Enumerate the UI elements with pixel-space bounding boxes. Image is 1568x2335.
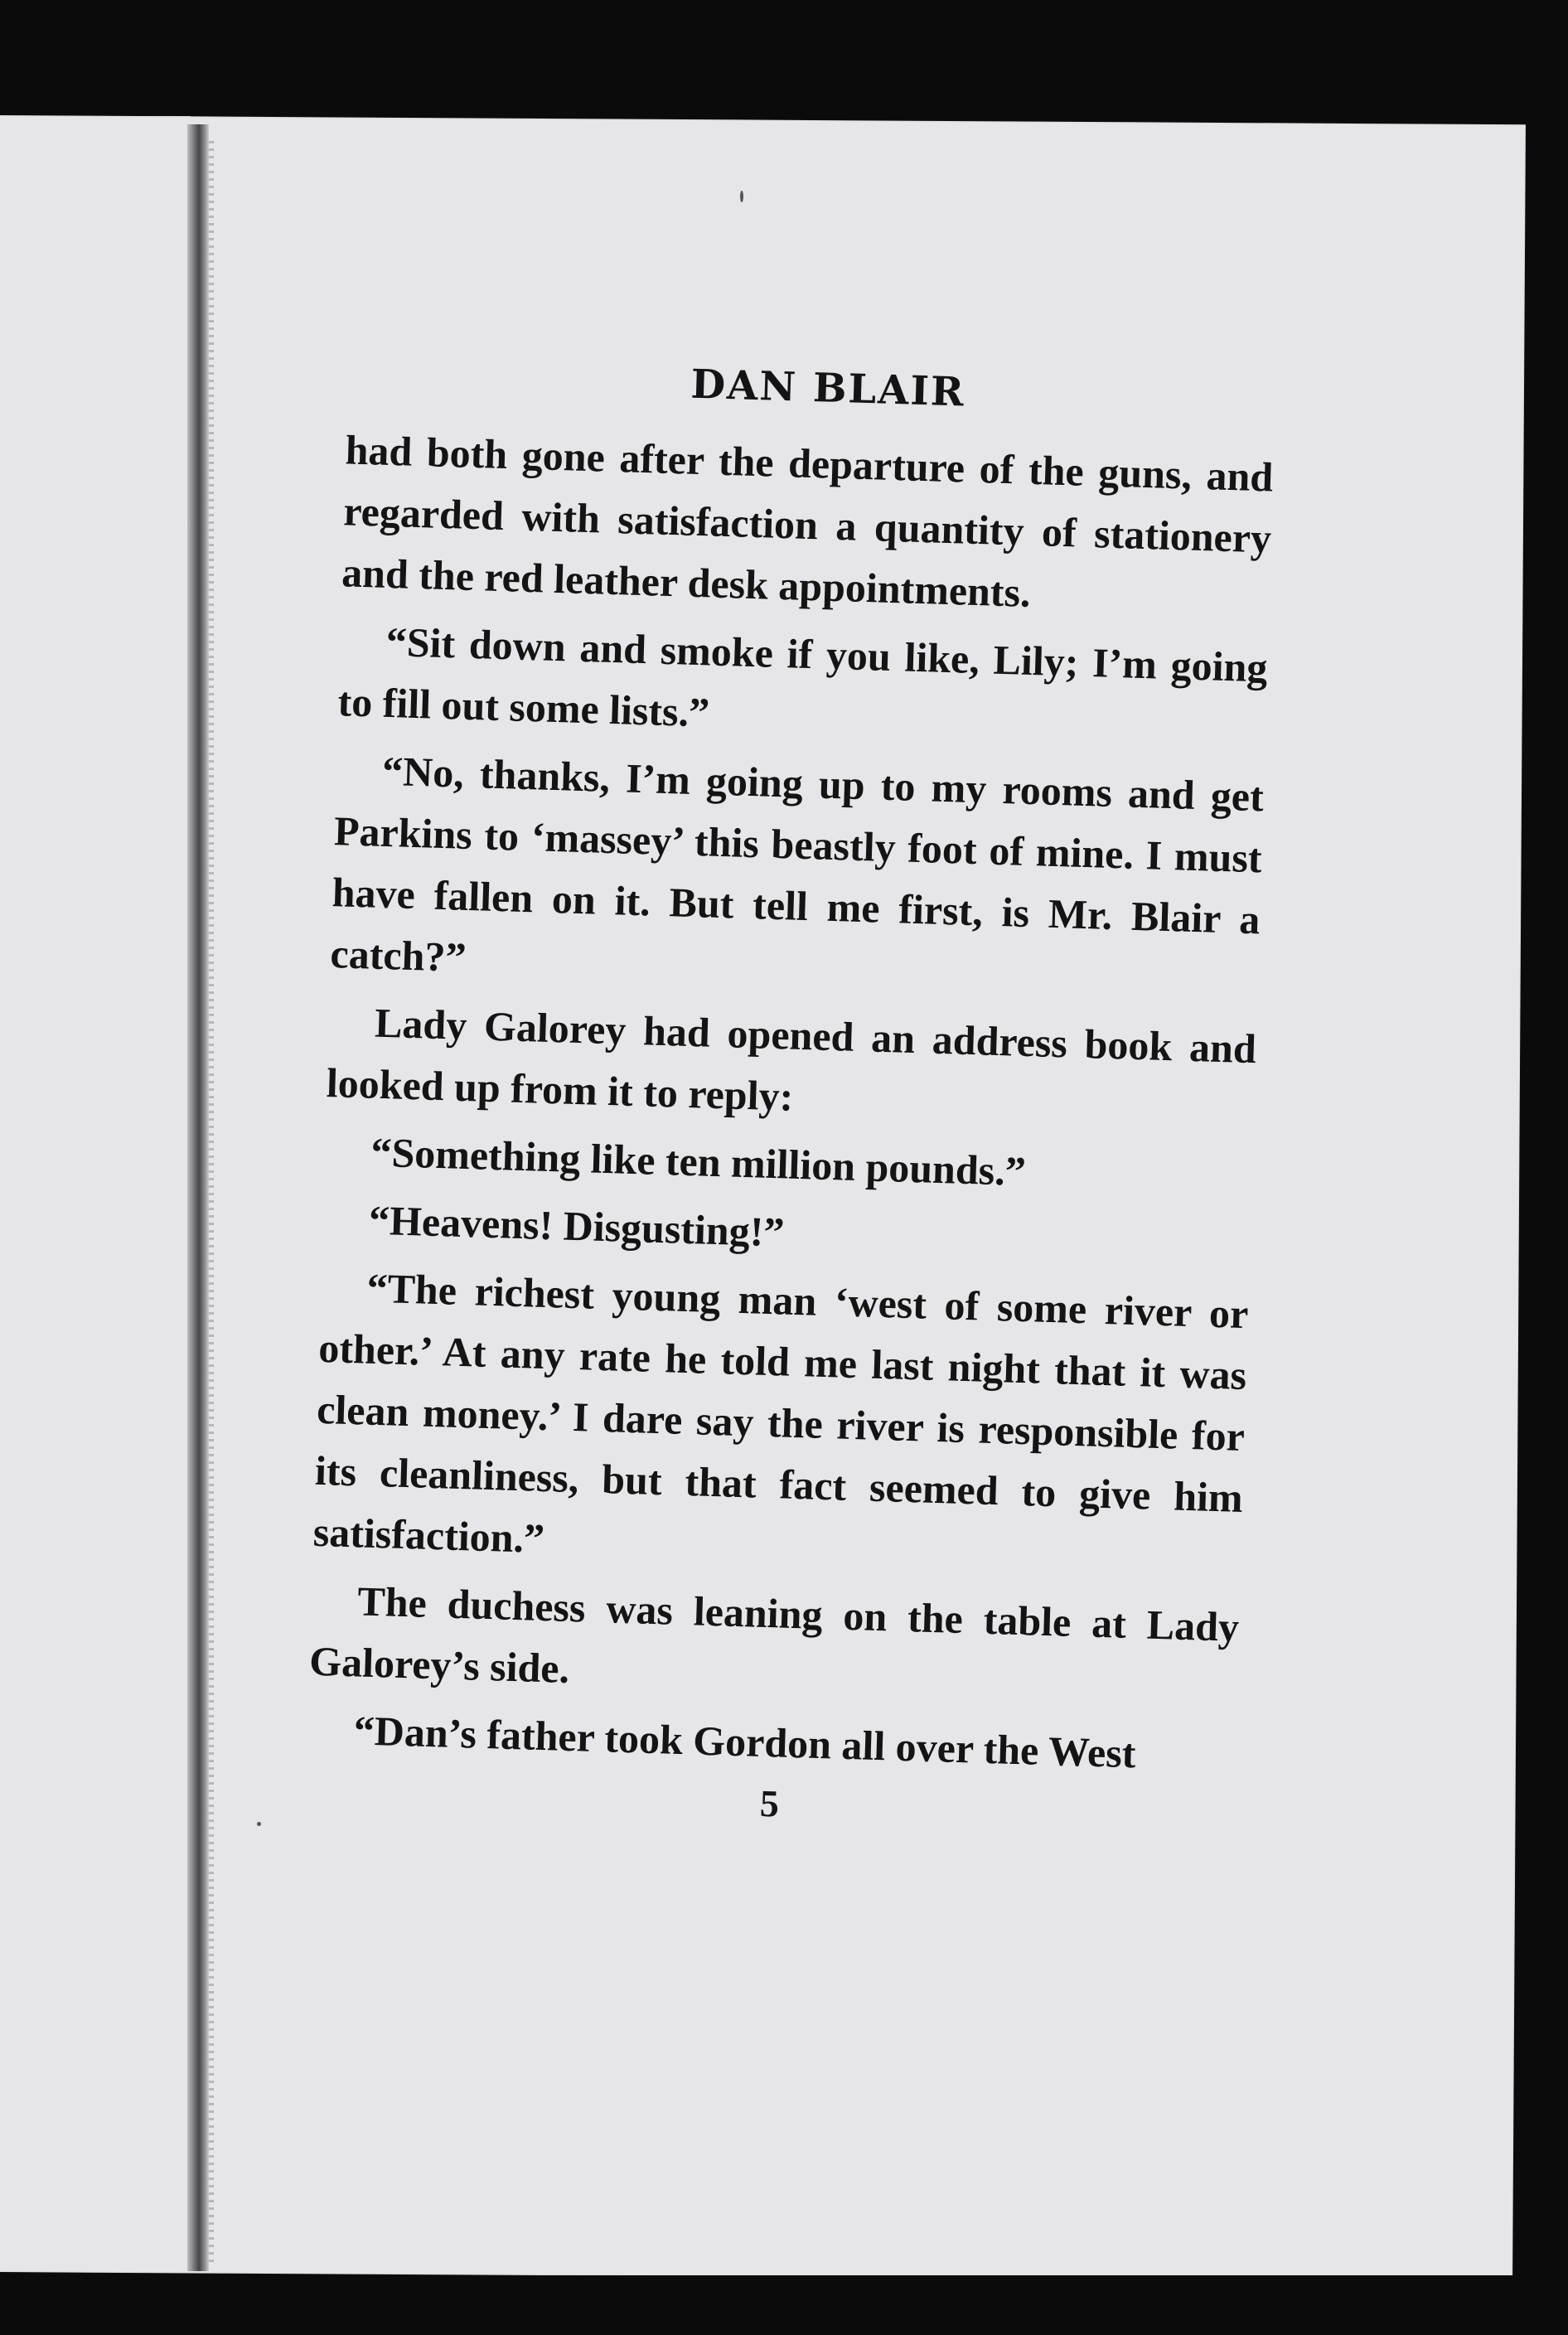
- paragraph: “No, thanks, I’m going up to my rooms and get Parkins to ‘massey’ this beastly foot of mine. I must have fallen on it. But tell me first, is Mr. Blair a catch?”: [329, 747, 1265, 981]
- page-text-block: [305, 351, 1276, 1838]
- gutter-stitching: [209, 141, 214, 2263]
- running-head: DAN BLAIR: [690, 361, 966, 416]
- paragraph: The duchess was leaning on the table at Lady Galorey’s side.: [308, 1577, 1240, 1692]
- paragraph-last: “Dan’s father took Gordon all over the West: [353, 1707, 1137, 1777]
- paragraph: “Something like ten million pounds.”: [370, 1128, 1027, 1195]
- paragraph: “The richest young man ‘west of some river or other.’ At any rate he told me last night that it was clean money.’ I dare say the river is responsible for its cleanliness, but that fact seemed to give him satisfaction.”: [312, 1264, 1250, 1562]
- scan-speck: [257, 1822, 261, 1826]
- paragraph: Lady Galorey had opened an address book and looked up from it to reply:: [326, 999, 1257, 1120]
- paragraph: “Sit down and smoke if you like, Lily; I’m going to fill out some lists.”: [336, 618, 1269, 736]
- paragraph: had both gone after the departure of the guns, and regarded with satisfaction a quantity of stationery and the red leather desk appointments.: [341, 426, 1275, 616]
- scan-bottom-margin: [0, 2275, 1568, 2335]
- page-number: 5: [759, 1781, 780, 1825]
- scan-speck: [740, 191, 743, 202]
- paragraph: “Heavens! Disgusting!”: [368, 1196, 786, 1256]
- book-gutter: [187, 124, 209, 2271]
